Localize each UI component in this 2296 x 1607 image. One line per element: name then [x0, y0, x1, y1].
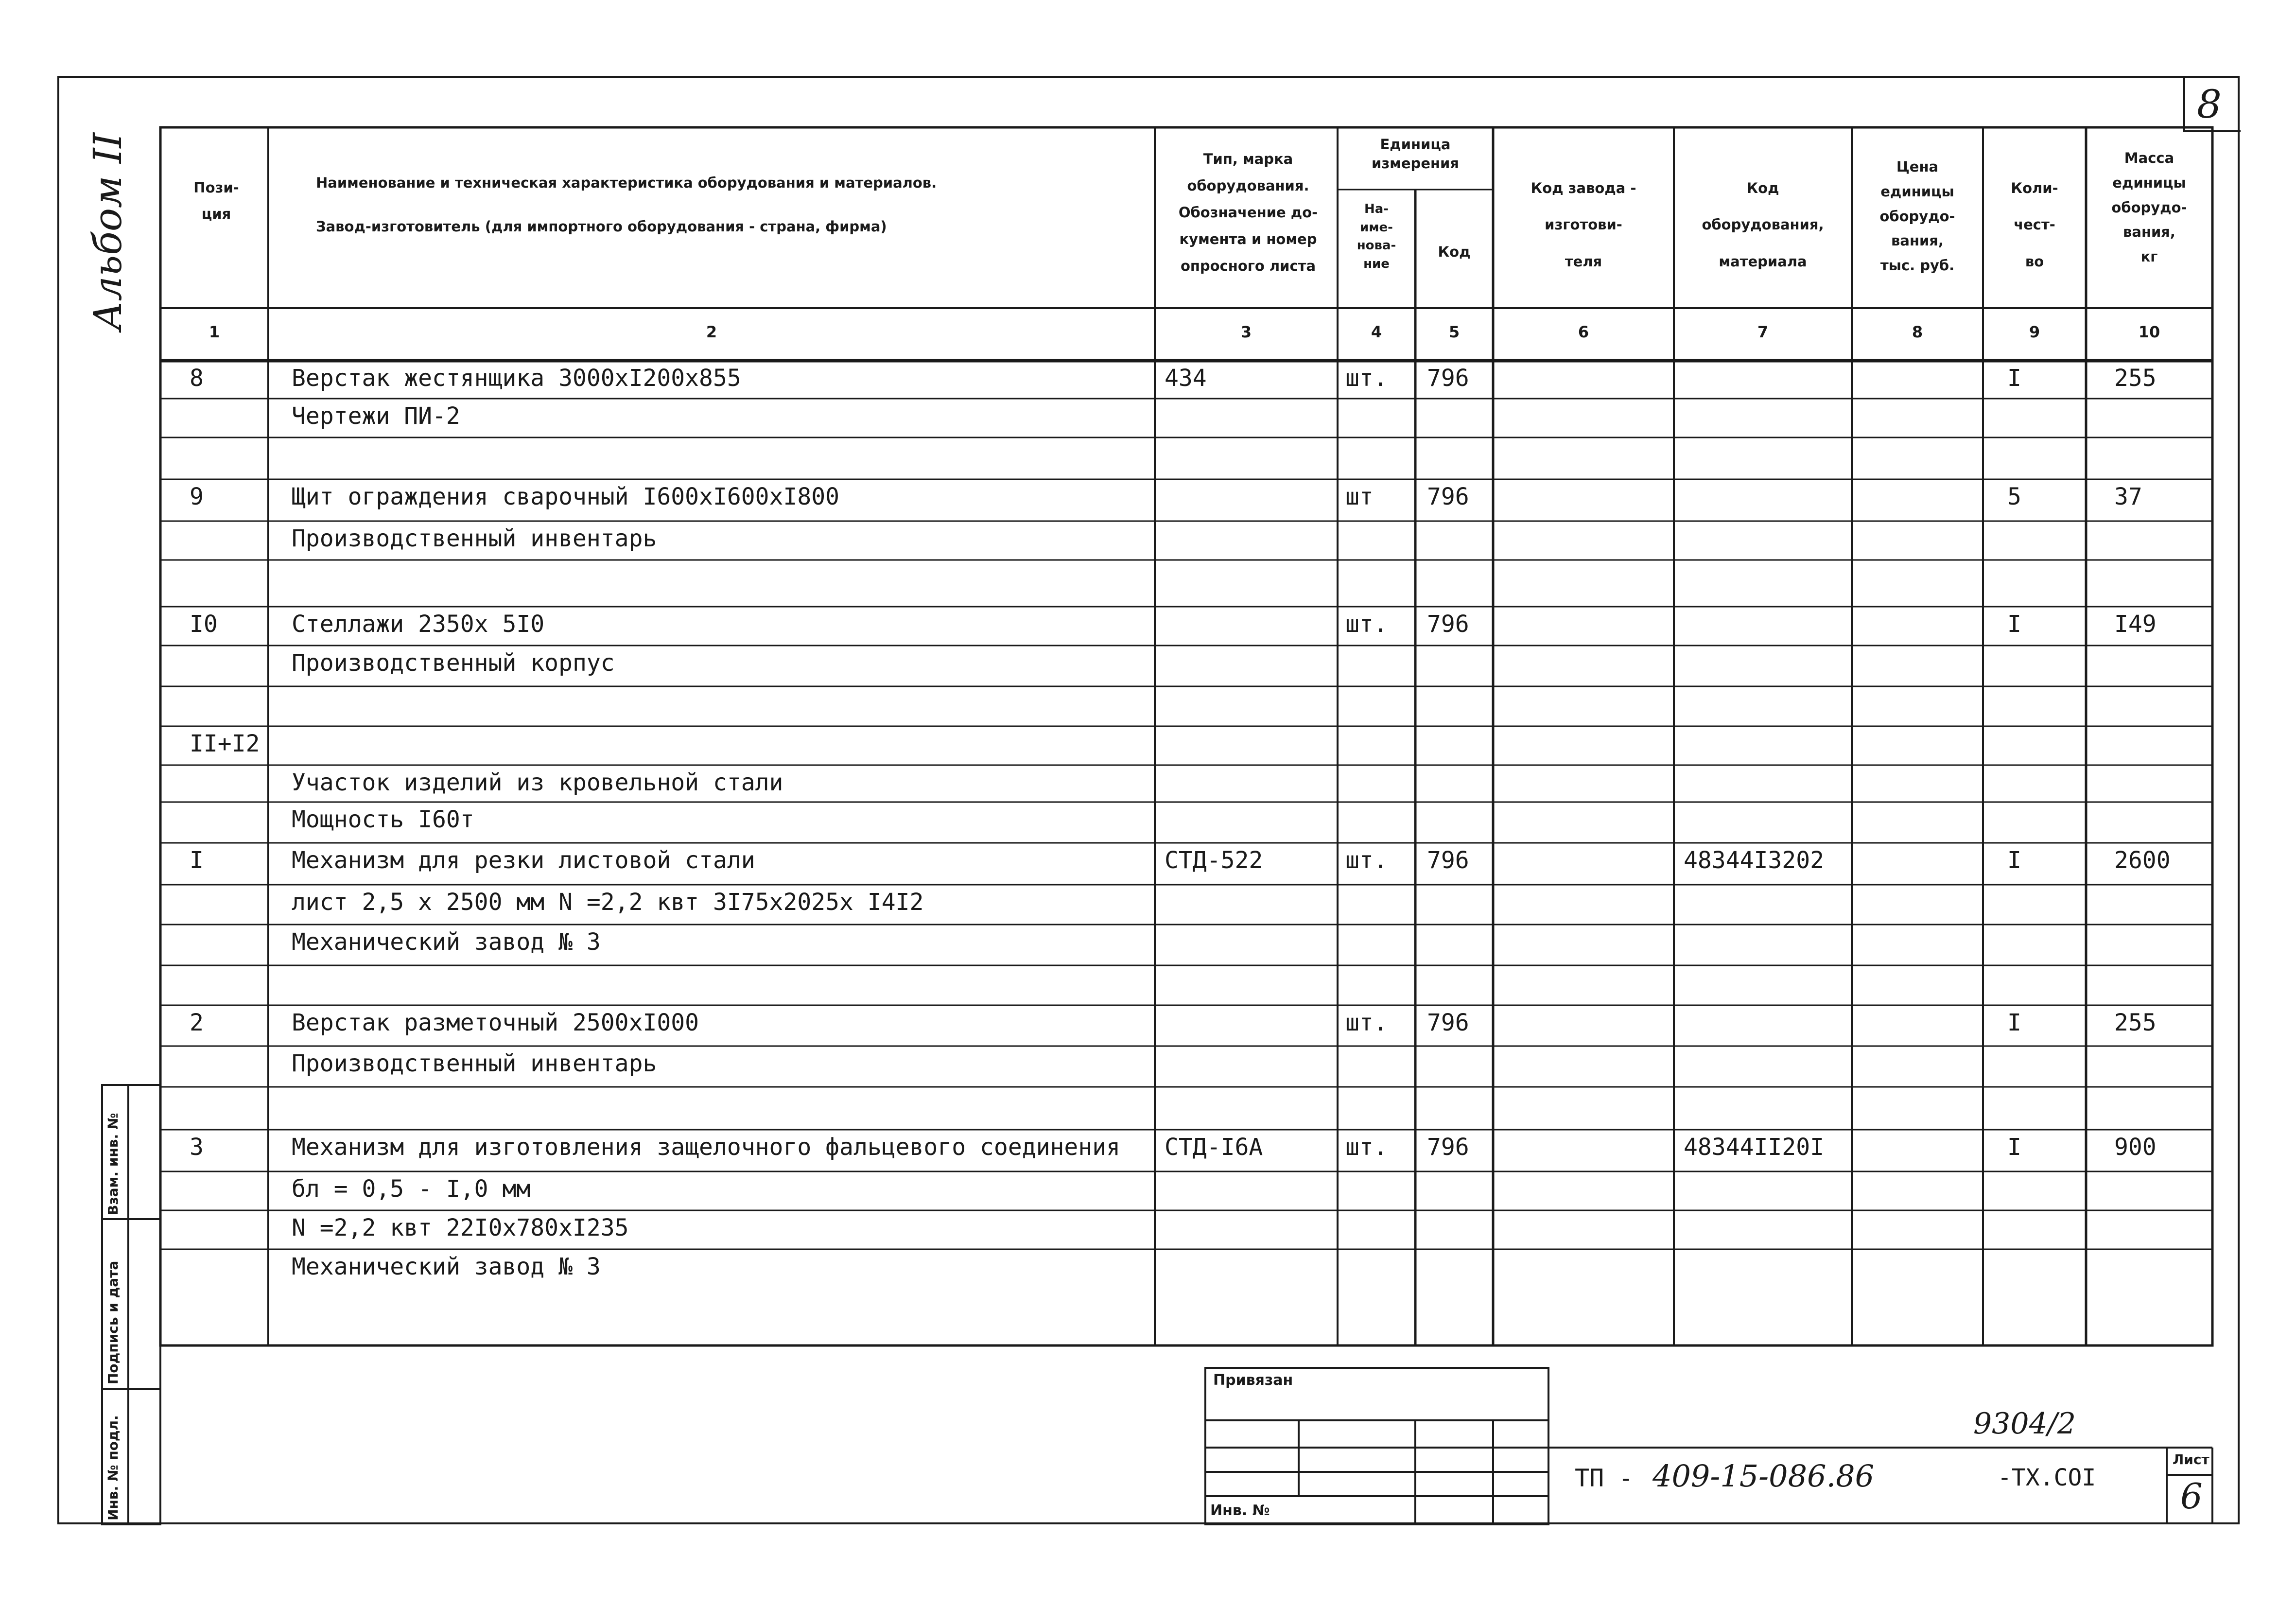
stamp-signature-date: Подпись и дата [105, 1260, 121, 1384]
column-number: 3 [1240, 323, 1252, 341]
row-unit-code: 796 [1427, 847, 1469, 874]
stamp-replace-inv: Взам. инв. № [105, 1113, 121, 1215]
sheet-number: 6 [2180, 1476, 2203, 1517]
row-type: 434 [1165, 365, 1207, 392]
row-position: 2 [190, 1009, 204, 1036]
header-factory-code: Код завода - изготови- теля [1531, 180, 1636, 270]
stamp-inv-original: Инв. № подл. [105, 1415, 121, 1520]
header-equipment-code: Код оборудования, материала [1702, 180, 1824, 270]
row-quantity: I [2007, 365, 2021, 392]
row-unit: шт. [1345, 611, 1388, 638]
row-mass: 255 [2114, 1009, 2157, 1036]
row-name: N =2,2 квт 22I0x780xI235 [292, 1214, 629, 1241]
row-name: Механический завод № 3 [292, 1253, 601, 1280]
row-name: бл = 0,5 - I,0 мм [292, 1175, 531, 1203]
row-name: Щит ограждения сварочный I600xI600xI800 [292, 483, 840, 510]
row-type: СТД-522 [1165, 847, 1263, 874]
row-name: Верстак разметочный 2500xI000 [292, 1009, 699, 1036]
row-unit-code: 796 [1427, 365, 1469, 392]
row-mass: I49 [2114, 611, 2157, 638]
row-name: Производственный инвентарь [292, 1050, 657, 1077]
album-label: Альбом II [85, 132, 130, 331]
inv-label: Инв. № [1210, 1502, 1270, 1519]
row-equipment-code: 48344I3202 [1684, 847, 1824, 874]
header-unit-name: На- име- нова- ние [1357, 202, 1396, 272]
row-mass: 255 [2114, 365, 2157, 392]
row-unit: шт [1345, 483, 1374, 510]
column-number: 1 [209, 323, 220, 341]
sheet-label: Лист [2173, 1451, 2209, 1467]
header-unit-group: Единица измерения [1372, 136, 1459, 172]
column-number: 8 [1912, 323, 1923, 341]
row-quantity: I [2007, 1009, 2021, 1036]
row-name: лист 2,5 x 2500 мм N =2,2 квт 3I75x2025x I4I2 [292, 889, 924, 916]
row-name: Участок изделий из кровельной стали [292, 769, 783, 796]
row-mass: 900 [2114, 1134, 2157, 1161]
bound-label: Привязан [1213, 1372, 1293, 1389]
row-name: Механизм для резки листовой стали [292, 847, 755, 874]
row-name: Производственный инвентарь [292, 525, 657, 552]
row-position: II+I2 [190, 730, 260, 757]
column-number: 4 [1371, 323, 1382, 341]
row-name: Стеллажи 2350x 5I0 [292, 611, 545, 638]
row-name: Чертежи ПИ-2 [292, 402, 460, 430]
row-unit-code: 796 [1427, 483, 1469, 510]
row-unit: шт. [1345, 1134, 1388, 1161]
header-name-line1: Наименование и техническая характеристика оборудования и материалов. [316, 175, 937, 191]
header-price: Цена единицы оборудо- вания, тыс. руб. [1879, 158, 1955, 274]
doc-number-prefix: ТП - [1575, 1464, 1634, 1492]
column-number: 7 [1757, 323, 1769, 341]
row-unit-code: 796 [1427, 1134, 1469, 1161]
row-name: Производственный корпус [292, 649, 615, 677]
order-number: 9304/2 [1973, 1407, 2076, 1441]
row-type: СТД-I6А [1165, 1134, 1263, 1161]
row-position: I [190, 847, 204, 874]
row-name: Механический завод № 3 [292, 928, 601, 956]
row-unit: шт. [1345, 847, 1388, 874]
column-number: 6 [1578, 323, 1589, 341]
header-position: Пози- ция [193, 179, 239, 222]
row-position: 3 [190, 1134, 204, 1161]
row-unit-code: 796 [1427, 611, 1469, 638]
column-number: 10 [2138, 323, 2160, 341]
row-position: 8 [190, 365, 204, 392]
column-number: 2 [706, 323, 717, 341]
row-mass: 2600 [2114, 847, 2171, 874]
row-unit-code: 796 [1427, 1009, 1469, 1036]
row-quantity: I [2007, 847, 2021, 874]
row-position: I0 [190, 611, 218, 638]
row-mass: 37 [2114, 483, 2142, 510]
column-number: 5 [1448, 323, 1460, 341]
header-type: Тип, марка оборудования. Обозначение до- кумента и номер опросного листа [1178, 151, 1318, 275]
doc-number: 409-15-086.86 [1652, 1458, 1875, 1494]
row-name: Мощность I60т [292, 806, 474, 833]
corner-sheet-number: 8 [2197, 82, 2222, 127]
row-quantity: 5 [2007, 483, 2021, 510]
doc-suffix: -TX.COI [1998, 1464, 2096, 1491]
header-quantity: Коли- чест- во [2011, 180, 2058, 270]
row-unit: шт. [1345, 1009, 1388, 1036]
header-mass: Масса единицы оборудо- вания, кг [2111, 150, 2187, 265]
row-quantity: I [2007, 1134, 2021, 1161]
column-number: 9 [2029, 323, 2040, 341]
header-unit-code: Код [1438, 244, 1471, 260]
row-name: Верстак жестянщика 3000xI200x855 [292, 365, 741, 392]
row-unit: шт. [1345, 365, 1388, 392]
row-equipment-code: 48344II20I [1684, 1134, 1824, 1161]
header-name-line2: Завод-изготовитель (для импортного оборудования - страна, фирма) [316, 218, 887, 235]
row-name: Механизм для изготовления защелочного фальцевого соединения [292, 1134, 1121, 1161]
row-quantity: I [2007, 611, 2021, 638]
row-position: 9 [190, 483, 204, 510]
